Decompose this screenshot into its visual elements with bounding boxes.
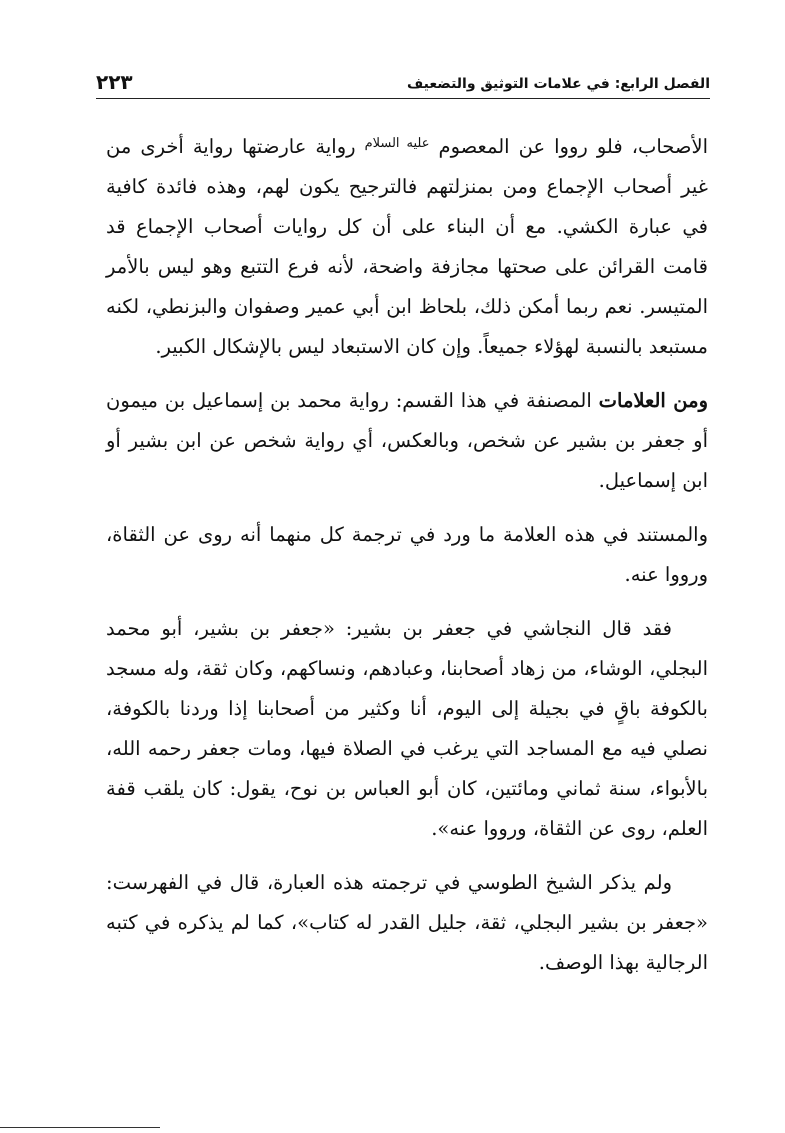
chapter-title: الفصل الرابع: في علامات التوثيق والتضعيف	[407, 76, 710, 92]
paragraph-2-lead: ومن العلامات	[598, 389, 708, 412]
honorific-mark: عليه السلام	[364, 136, 430, 151]
paragraph-3	[106, 515, 708, 595]
footnote-divider	[0, 1127, 160, 1128]
paragraph-1-text: الأصحاب، فلو رووا عن المعصوم	[429, 135, 708, 158]
paragraph-2	[106, 381, 708, 501]
paragraph-4-text: فقد قال النجاشي في جعفر بن بشير: «جعفر بن بشير، أبو محمد البجلي، الوشاء، من زهاد أصحابنا، وعبادهم، ونساكهم، وكان ثقة، وله مسجد بالكوفة باقٍ في بجيلة إلى اليوم، أنا وكثير من أصحابنا إذا وردنا بالكوفة، نصلي فيه مع المساجد التي يرغب في الصلاة فيها، ومات جعفر رحمه الله، بالأبواء، سنة ثماني ومائتين، كان أبو العباس بن نوح، يقول: كان يلقب قفة العلم، روى عن الثقاة، ورووا عنه».	[106, 617, 708, 840]
paragraph-3-text: والمستند في هذه العلامة ما ورد في ترجمة كل منهما أنه روى عن الثقاة، ورووا عنه.	[106, 523, 708, 586]
paragraph-5-text: ولم يذكر الشيخ الطوسي في ترجمته هذه العبارة، قال في الفهرست: «جعفر بن بشير البجلي، ثقة، جليل القدر له كتاب»، كما لم يذكره في كتبه الرجالية بهذا الوصف.	[106, 871, 708, 974]
page-number: ٢٢٣	[96, 70, 133, 94]
paragraph-1-text-cont: رواية عارضتها رواية أخرى من غير أصحاب الإجماع ومن بمنزلتهم فالترجيح يكون لهم، وهذه فائدة كافية في عبارة الكشي. مع أن البناء على أن كل روايات أصحاب الإجماع قد قامت القرائن على صحتها مجازفة واضحة، لأنه فرع التتبع وهو ليس بالأمر المتيسر. نعم ربما أمكن ذلك، بلحاظ ابن أبي عمير وصفوان والبزنطي، لكنه مستبعد بالنسبة لهؤلاء جميعاً. وإن كان الاستبعاد ليس بالإشكال الكبير.	[106, 135, 708, 358]
paragraph-5	[106, 863, 708, 983]
running-header	[96, 64, 710, 99]
body-text	[106, 124, 708, 983]
paragraph-4	[106, 609, 708, 849]
paragraph-1	[106, 124, 708, 367]
paragraph-2-text: المصنفة في هذا القسم: رواية محمد بن إسماعيل بن ميمون أو جعفر بن بشير عن شخص، وبالعكس، أي رواية شخص عن ابن بشير أو ابن إسماعيل.	[106, 389, 708, 492]
